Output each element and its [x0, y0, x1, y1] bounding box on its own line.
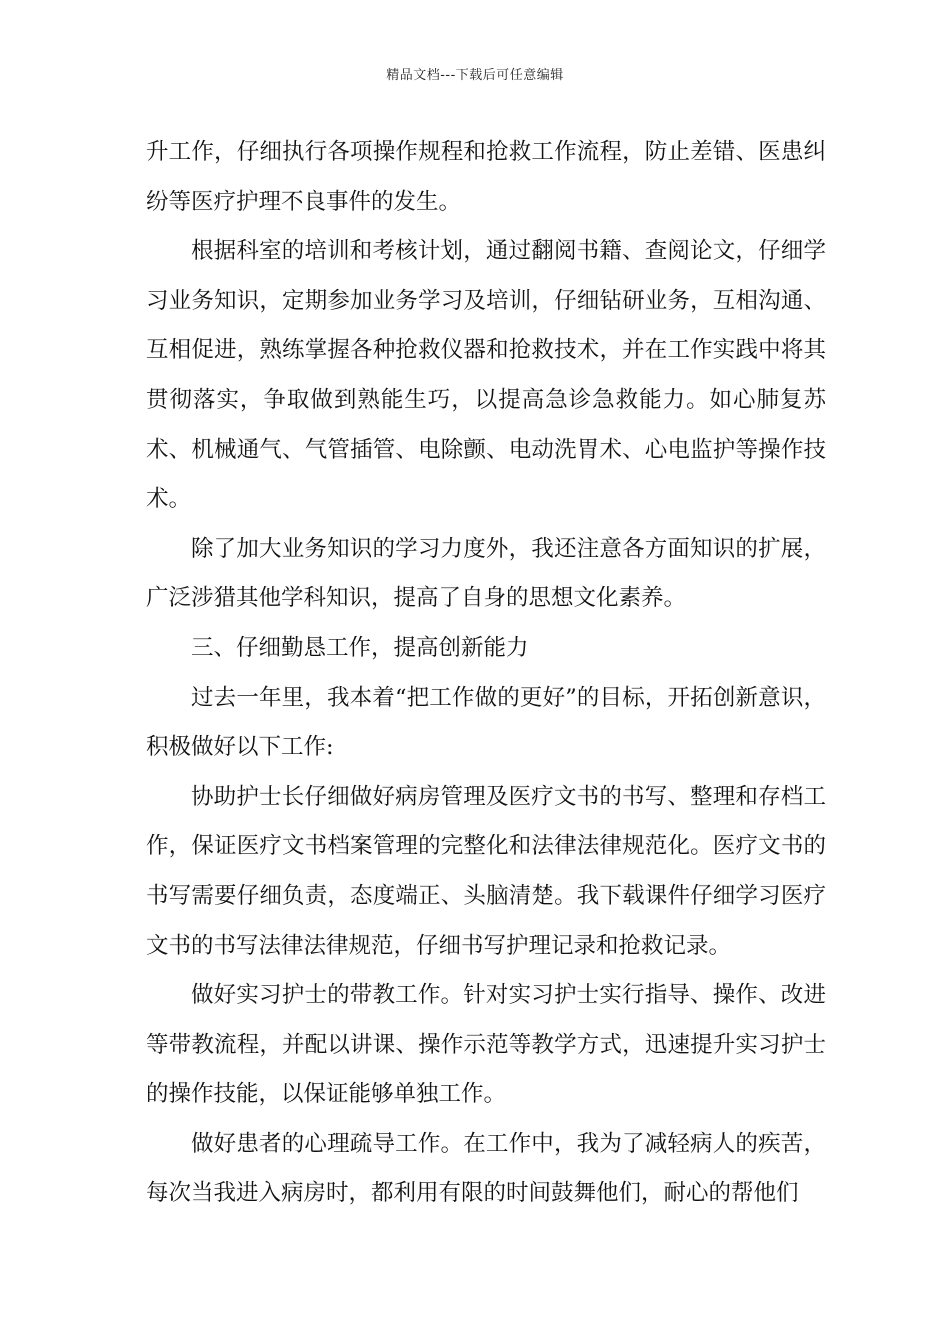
paragraph-3: 除了加大业务知识的学习力度外，我还注意各方面知识的扩展，广泛涉猎其他学科知识，提高了自身的思想文化素养。 [146, 535, 826, 612]
paragraph-7: 做好实习护士的带教工作。针对实习护士实行指导、操作、改进等带教流程，并配以讲课、操作示范等教学方式，迅速提升实习护士的操作技能，以保证能够单独工作。 [146, 982, 826, 1108]
paragraph-8: 做好患者的心理疏导工作。在工作中，我为了减轻病人的疾苦，每次当我进入病房时，都利用有限的时间鼓舞他们，耐心的帮他们 [146, 1130, 826, 1207]
paragraph-1: 升工作，仔细执行各项操作规程和抢救工作流程，防止差错、医患纠纷等医疗护理不良事件的发生。 [146, 139, 826, 215]
page-header: 精品文档---下载后可任意编辑 [386, 68, 564, 83]
document-body [146, 128, 826, 1219]
paragraph-2: 根据科室的培训和考核计划，通过翻阅书籍、查阅论文，仔细学习业务知识，定期参加业务学习及培训，仔细钻研业务，互相沟通、互相促进，熟练掌握各种抢救仪器和抢救技术，并在工作实践中将其贯彻落实，争取做到熟能生巧，以提高急诊急救能力。如心肺复苏术、机械通气、气管插管、电除颤、电动洗胃术、心电监护等操作技术。 [146, 238, 826, 513]
paragraph-5: 过去一年里，我本着“把工作做的更好”的目标，开拓创新意识，积极做好以下工作: [146, 684, 826, 761]
section-heading: 三、仔细勤恳工作，提高创新能力 [191, 634, 529, 661]
paragraph-6: 协助护士长仔细做好病房管理及医疗文书的书写、整理和存档工作，保证医疗文书档案管理的完整化和法律法律规范化。医疗文书的书写需要仔细负责，态度端正、头脑清楚。我下载课件仔细学习医疗文书的书写法律法律规范，仔细书写护理记录和抢救记录。 [146, 783, 826, 959]
